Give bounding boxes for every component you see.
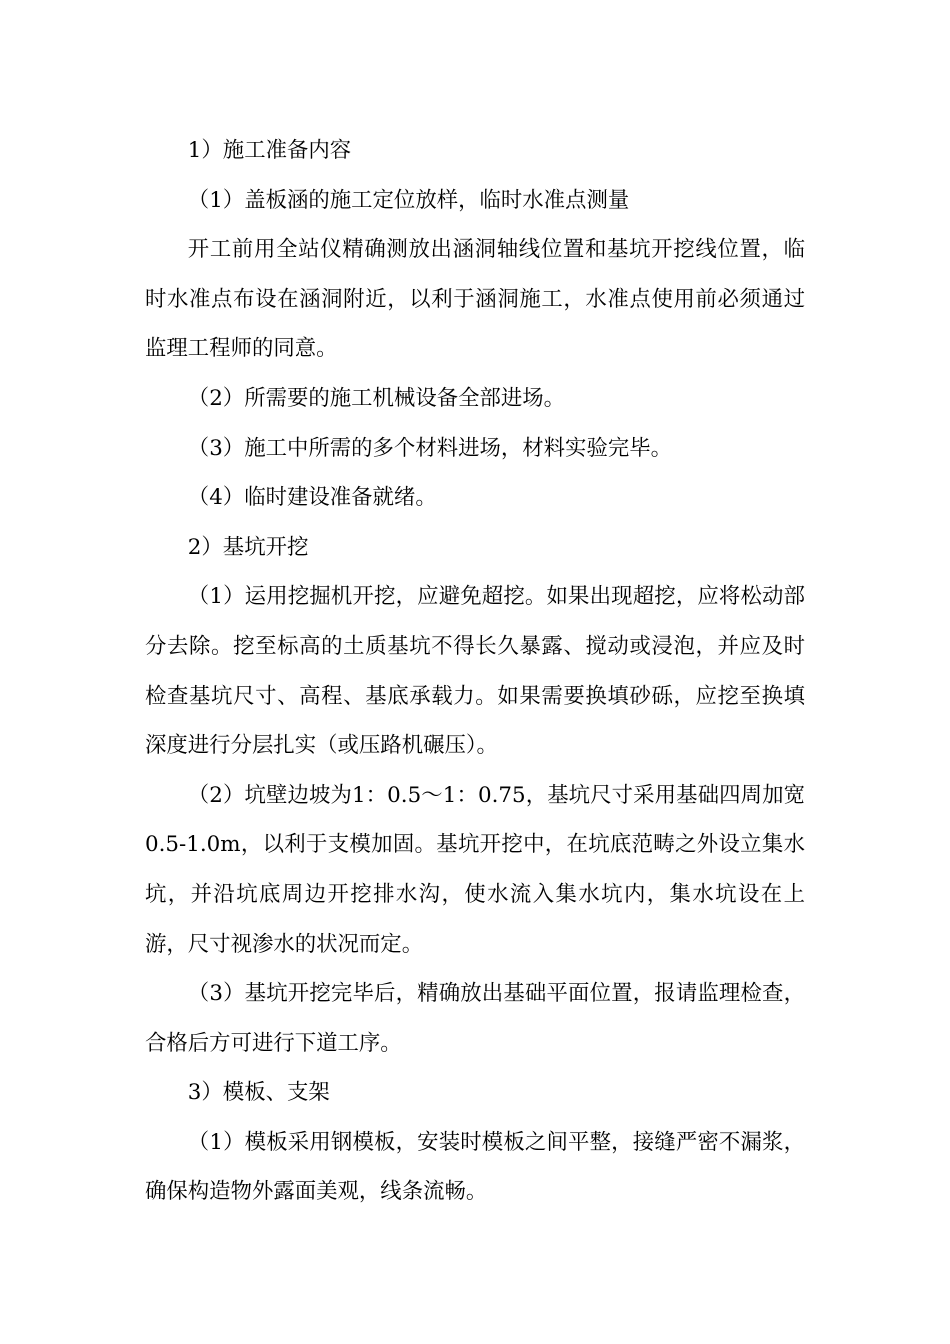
subsection-temporary-works: （4）临时建设准备就绪。	[187, 485, 437, 511]
section-heading-excavation: 2）基坑开挖	[187, 534, 309, 560]
subsection-machinery: （2）所需要的施工机械设备全部进场。	[187, 385, 566, 411]
paragraph-steel-formwork: （1）模板采用钢模板，安装时模板之间平整，接缝严密不漏浆，确保构造物外露面美观，线条流畅。	[145, 1129, 805, 1205]
paragraph-excavation-inspection: （3）基坑开挖完毕后，精确放出基础平面位置，报请监理检查，合格后方可进行下道工序。	[145, 981, 805, 1056]
paragraph-excavation-method: （1）运用挖掘机开挖，应避免超挖。如果出现超挖，应将松动部分去除。挖至标高的土质基坑不得长久暴露、搅动或浸泡，并应及时检查基坑尺寸、高程、基底承载力。如果需要换填砂砾，应挖至换填深度进行分层扎实（或压路机碾压）。	[145, 584, 805, 759]
subsection-survey-layout: （1）盖板涵的施工定位放样，临时水准点测量	[187, 187, 630, 213]
paragraph-slope-and-drainage: （2）坑壁边坡为1：0.5～1：0.75，基坑尺寸采用基础四周加宽0.5-1.0m，以利于支模加固。基坑开挖中，在坑底范畴之外设立集水坑，并沿坑底周边开挖排水沟，使水流入集水坑内，集水坑设在上游，尺寸视渗水的状况而定。	[145, 782, 805, 957]
paragraph-survey-details: 开工前用全站仪精确测放出涵洞轴线位置和基坑开挖线位置，临时水准点布设在涵洞附近，以利于涵洞施工，水准点使用前必须通过监理工程师的同意。	[145, 237, 805, 362]
section-heading-formwork: 3）模板、支架	[187, 1080, 330, 1106]
document-body	[145, 126, 805, 1217]
subsection-materials: （3）施工中所需的多个材料进场，材料实验完毕。	[187, 435, 673, 461]
section-heading-construction-preparation: 1）施工准备内容	[187, 138, 352, 163]
